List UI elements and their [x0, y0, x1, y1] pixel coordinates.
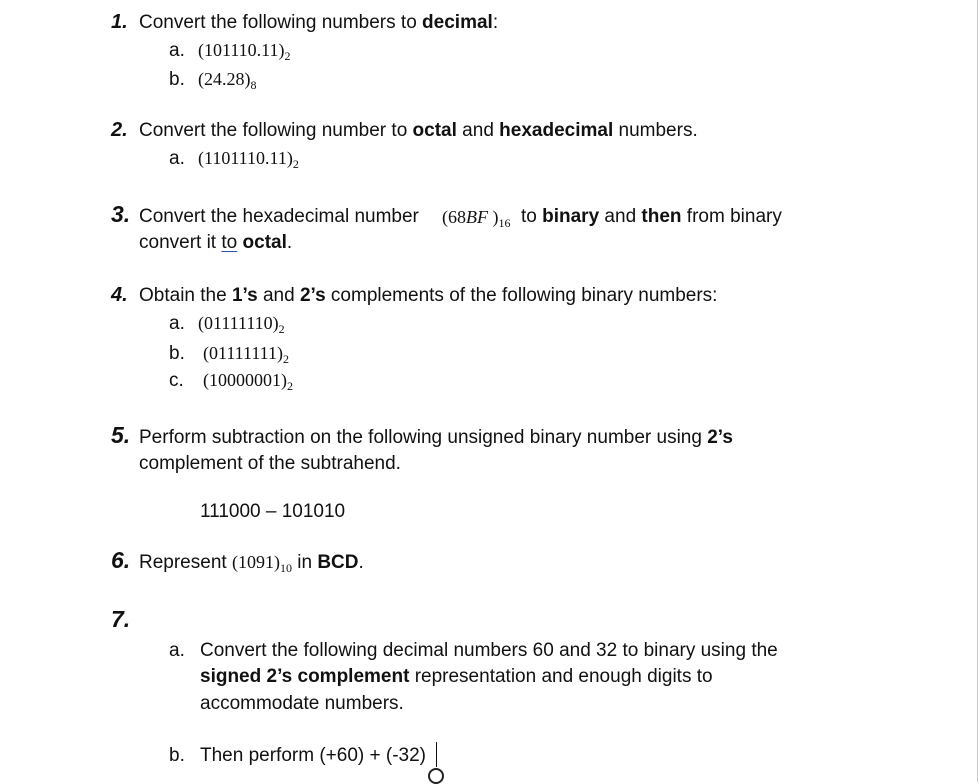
q2-a-label: a.: [169, 148, 185, 169]
text-cursor: [436, 742, 437, 767]
q1-b-value: $(24.28)_8$: [198, 69, 257, 92]
q4-a-label: a.: [169, 313, 185, 334]
q1-text: Convert the following numbers to decimal:: [139, 12, 499, 33]
q7-a-label: a.: [169, 640, 185, 661]
q7-a-line1: Convert the following decimal numbers 60 and 32 to binary using the: [200, 640, 778, 661]
q1-a-value: $(101110.11)_2$: [198, 40, 291, 63]
q7-b-text[interactable]: Then perform (+60) + (-32): [200, 745, 426, 766]
q5-text: Perform subtraction on the following unsigned binary number using 2’s: [139, 427, 733, 448]
q4-b-label: b.: [169, 343, 185, 364]
q4-text: Obtain the 1’s and 2’s complements of the following binary numbers:: [139, 285, 718, 306]
q7-a-line2: signed 2’s complement representation and enough digits to: [200, 666, 713, 687]
q6-text: Represent $(1091)_{10}$ in BCD.: [139, 552, 364, 575]
q1-a-label: a.: [169, 40, 185, 61]
q3-text-end: to binary and then from binary: [521, 206, 782, 227]
q5-expression: 111000 – 101010: [200, 501, 346, 522]
q4-c-label: c.: [169, 370, 184, 391]
q4-b-value: $(01111111)_2$: [203, 343, 289, 366]
q1-b-label: b.: [169, 69, 185, 90]
q7-a-line3: accommodate numbers.: [200, 693, 404, 714]
q7-b-label: b.: [169, 745, 185, 766]
q4-number: 4.: [111, 284, 128, 306]
page-right-border: [977, 0, 978, 782]
q4-c-value: $(10000001)_2$: [203, 370, 293, 393]
q3-text-line2: convert it to octal.: [139, 232, 293, 253]
q5-text-line2: complement of the subtrahend.: [139, 453, 401, 474]
q2-a-value: $(1101110.11)_2$: [198, 148, 299, 171]
q2-text: Convert the following number to octal and hexadecimal numbers.: [139, 120, 698, 141]
q1-number: 1.: [111, 11, 128, 33]
q3-text-start: Convert the hexadecimal number: [139, 206, 419, 227]
q4-a-value: $(01111110)_2$: [198, 313, 285, 336]
q3-number: 3.: [111, 201, 131, 227]
q3-hex-value: (68BF )$_{16}$: [442, 207, 511, 230]
q5-number: 5.: [111, 422, 131, 448]
q6-number: 6.: [111, 547, 131, 573]
q7-number: 7.: [111, 606, 131, 632]
q2-number: 2.: [111, 119, 128, 141]
